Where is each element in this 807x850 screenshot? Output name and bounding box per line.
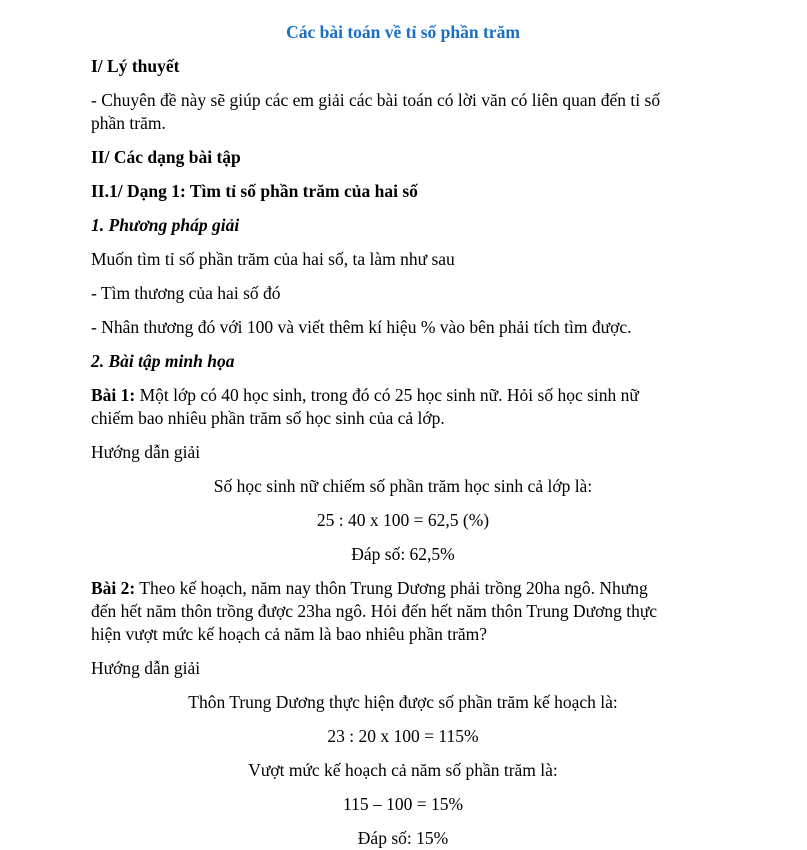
method-intro: Muốn tìm tỉ số phần trăm của hai số, ta làm như sau [91,249,455,269]
exercise-2-answer: Đáp số: 15% [357,828,449,848]
exercise-1-text-1: Một lớp có 40 học sinh, trong đó có 25 học sinh nữ. Hỏi số học sinh nữ [135,385,639,405]
section-exercises-heading: II/ Các dạng bài tập [91,147,241,167]
type1-heading: II.1/ Dạng 1: Tìm tỉ số phần trăm của hai số [91,181,418,201]
exercise-2-line-1 [91,577,715,599]
method-heading: 1. Phương pháp giải [91,215,240,235]
exercise-2-guide: Hướng dẫn giải [91,658,201,678]
exercise-2-line-2: đến hết năm thôn trồng được 23ha ngô. Hỏi đến hết năm thôn Trung Dương thực [91,601,658,621]
exercise-1-label: Bài 1: [91,385,136,405]
examples-heading: 2. Bài tập minh họa [91,351,235,371]
exercise-2-solution-1: Thôn Trung Dương thực hiện được số phần trăm kế hoạch là: [188,692,618,712]
exercise-2-solution-2: 23 : 20 x 100 = 115% [327,726,479,746]
exercise-1-line-2: chiếm bao nhiêu phần trăm số học sinh của cả lớp. [91,408,445,428]
section-theory-heading: I/ Lý thuyết [91,56,180,76]
exercise-1-solution-2: 25 : 40 x 100 = 62,5 (%) [316,510,490,530]
theory-paragraph-line-1: - Chuyên đề này sẽ giúp các em giải các bài toán có lời văn có liên quan đến tỉ số [91,90,661,110]
exercise-1-answer: Đáp số: 62,5% [351,544,455,564]
exercise-2-line-3: hiện vượt mức kế hoạch cả năm là bao nhiêu phần trăm? [91,624,488,644]
method-step-1: - Tìm thương của hai số đó [91,283,281,303]
exercise-2-solution-3: Vượt mức kế hoạch cả năm số phần trăm là: [248,760,558,780]
page-title: Các bài toán về tỉ số phần trăm [286,22,520,42]
exercise-2-solution-4: 115 – 100 = 15% [342,794,464,814]
exercise-1-guide: Hướng dẫn giải [91,442,201,462]
theory-paragraph-line-2: phần trăm. [91,113,166,133]
exercise-1-solution-1: Số học sinh nữ chiếm số phần trăm học sinh cả lớp là: [213,476,593,496]
exercise-2-label: Bài 2: [91,578,136,598]
exercise-2-text-1: Theo kế hoạch, năm nay thôn Trung Dương phải trồng 20ha ngô. Nhưng [135,578,648,598]
method-step-2: - Nhân thương đó với 100 và viết thêm kí hiệu % vào bên phải tích tìm được. [91,317,632,337]
exercise-1-line-1 [91,384,715,406]
